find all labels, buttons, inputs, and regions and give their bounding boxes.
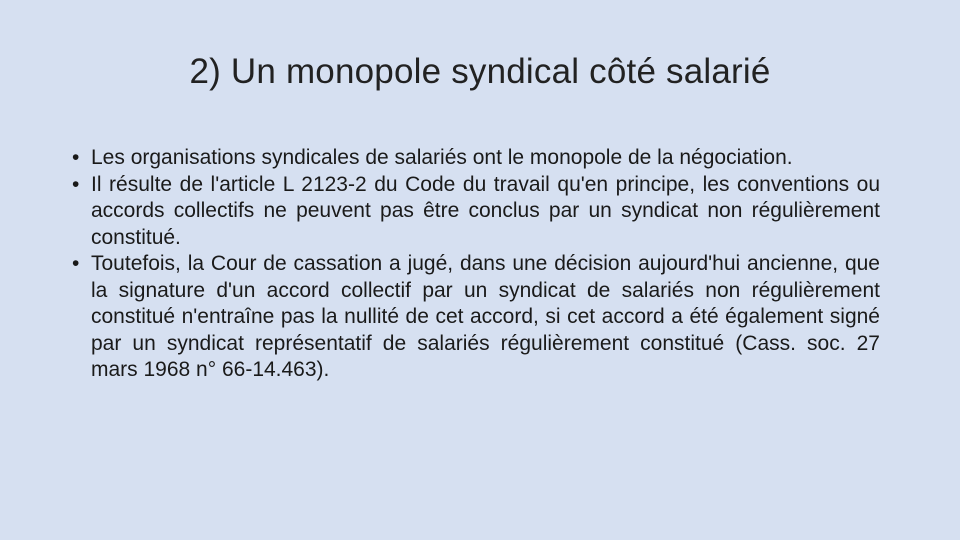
slide-title: 2) Un monopole syndical côté salarié — [189, 52, 771, 91]
bullet-dot-icon: • — [72, 172, 80, 196]
bullet-dot-icon: • — [72, 146, 80, 169]
bullet-dot-icon: • — [72, 252, 80, 275]
bullet-text: Les organisations syndicales de salariés ont le monopole de la négociation. — [91, 146, 793, 169]
bullet-item — [72, 145, 880, 172]
bullet-item — [72, 172, 880, 252]
bullet-item — [72, 251, 880, 384]
bullet-list — [72, 145, 880, 384]
bullet-text: Toutefois, la Cour de cassation a jugé, dans une décision aujourd'hui ancienne, que la signature d'un accord collectif par un syndicat de salariés non régulièrement constitué n'entraîne pas la nullité de cet accord, si cet accord a été également signé par un syndicat représentatif de salariés régulièrement constitué (Cass. soc. 27 mars 1968 n° 66-14.463). — [91, 252, 880, 381]
bullet-text: Il résulte de l'article L 2123-2 du Code du travail qu'en principe, les conventions ou accords collectifs ne peuvent pas être conclus par un syndicat non régulièrement constitué. — [91, 172, 880, 249]
